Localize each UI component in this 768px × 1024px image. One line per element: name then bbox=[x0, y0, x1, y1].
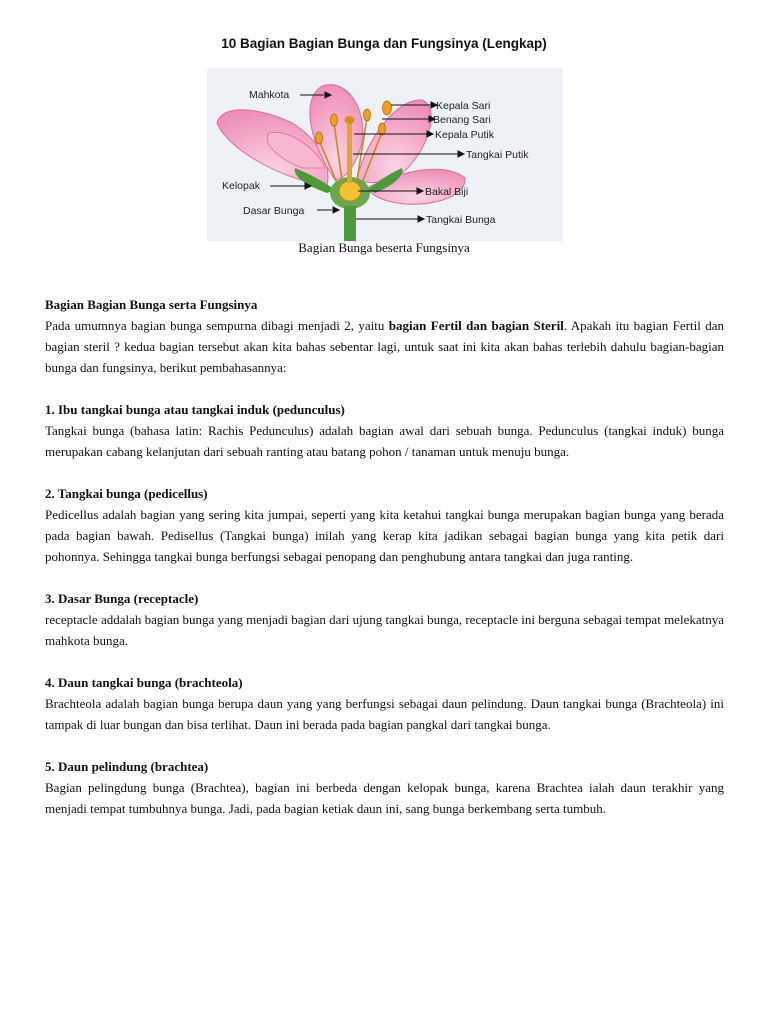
section-heading: 4. Daun tangkai bunga (brachteola) bbox=[45, 675, 243, 690]
label-mahkota: Mahkota bbox=[249, 89, 290, 101]
intro-bold: bagian Fertil dan bagian Steril bbox=[388, 318, 564, 333]
pistil-illustration bbox=[347, 123, 352, 183]
intro-text: Pada umumnya bagian bunga sempurna dibagi menjadi 2, yaitu bbox=[45, 318, 389, 333]
label-kepala-sari: Kepala Sari bbox=[436, 100, 491, 112]
section-text: receptacle addalah bagian bunga yang menjadi bagian dari ujung tangkai bunga, receptacle ini berguna sebagai tempat melekatnya mahkota bunga. bbox=[45, 612, 724, 648]
section-heading: 5. Daun pelindung (brachtea) bbox=[45, 759, 209, 774]
intro-paragraph bbox=[45, 315, 724, 378]
document-title: 10 Bagian Bagian Bunga dan Fungsinya (Lengkap) bbox=[221, 36, 547, 51]
label-benang-sari: Benang Sari bbox=[433, 114, 491, 126]
label-kepala-putik: Kepala Putik bbox=[435, 129, 494, 141]
section-heading: 2. Tangkai bunga (pedicellus) bbox=[45, 486, 208, 501]
section-heading: 1. Ibu tangkai bunga atau tangkai induk (pedunculus) bbox=[45, 402, 345, 417]
flower-diagram bbox=[207, 68, 563, 241]
label-kelopak: Kelopak bbox=[222, 180, 260, 192]
article-body bbox=[45, 294, 724, 819]
figure-caption: Bagian Bunga beserta Fungsinya bbox=[298, 240, 470, 255]
section-heading: 3. Dasar Bunga (receptacle) bbox=[45, 591, 199, 606]
intro-heading: Bagian Bagian Bunga serta Fungsinya bbox=[45, 297, 258, 312]
label-bakal-biji: Bakal Biji bbox=[425, 186, 469, 198]
stem-illustration bbox=[344, 206, 356, 241]
intro-text-continued: . Apakah itu bagian Fertil dan bagian steril ? kedua bagian tersebut akan kita bahas sebentar lagi, untuk saat ini kita akan bahas terlebih dahulu bagian-bagian bunga dan fungsinya, berikut pembahasannya: bbox=[45, 318, 724, 375]
label-dasar-bunga: Dasar Bunga bbox=[243, 205, 305, 217]
ovary-illustration bbox=[339, 181, 361, 201]
section-text: Tangkai bunga (bahasa latin: Rachis Pedunculus) adalah bagian awal dari sebuah bunga. Pedunculus (tangkai induk) bunga merupakan cabang kelanjutan dari sebuah ranting atau batang pohon / tanaman untuk menuju bunga. bbox=[45, 423, 724, 459]
section-text: Pedicellus adalah bagian yang sering kita jumpai, seperti yang kita ketahui tangkai bunga merupakan bagian bunga yang berada pada bagian bawah. Pedisellus (Tangkai bunga) inilah yang kerap kita jadikan sebagai bagian bunga yang kita petik dari pohonnya. Sehingga tangkai bunga berfungsi sebagai penopang dan penghubung antara tangkai dan juga ranting. bbox=[45, 507, 724, 564]
section-text: Bagian pelingdung bunga (Brachtea), bagian ini berbeda dengan kelopak bunga, karena Brachtea ialah daun terakhir yang menjadi tempat tumbuhnya bunga. Jadi, pada bagian ketiak daun ini, sang bunga berkembang serta tumbuh. bbox=[45, 780, 724, 816]
section-text: Brachteola adalah bagian bunga berupa daun yang yang berfungsi sebagai daun pelindung. Daun tangkai bunga (Brachteola) ini tampak di luar bungan dan bisa terlihat. Daun ini berada pada bagian pangkal dari tangkai bunga. bbox=[45, 696, 724, 732]
label-tangkai-putik: Tangkai Putik bbox=[466, 149, 529, 161]
label-tangkai-bunga: Tangkai Bunga bbox=[426, 214, 496, 226]
